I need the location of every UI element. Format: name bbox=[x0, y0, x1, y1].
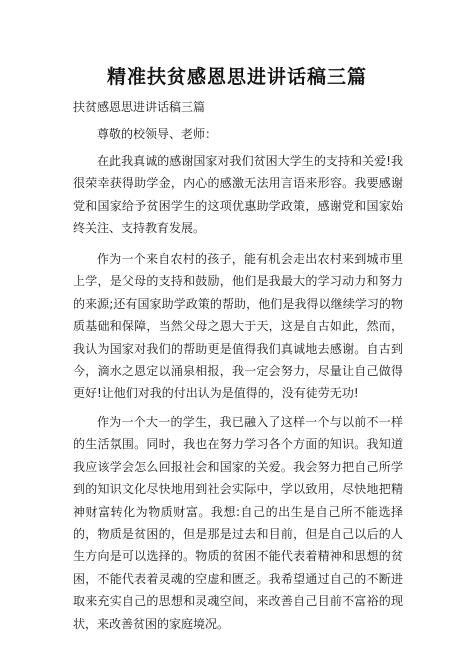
document-subtitle: 扶贫感恩思进讲话稿三篇 bbox=[73, 100, 206, 114]
document-title: 精准扶贫感恩思进讲话稿三篇 bbox=[106, 66, 367, 88]
paragraph-2: 作为一个来自农村的孩子，能有机会走出农村来到城市里上学，是父母的支持和鼓励，他们是我最大的学习动力和努力的来源;还有国家助学政策的帮助，他们是我得以继续学习的物质基础和保障，当然父母之恩大于天，这是自古如此，然而，我认为国家对我们的帮助更是值得我们真诚地去感谢。自古到今，滴水之恩定以涌泉相报，我一定会努力，尽量让自己做得更好!让他们对我的付出认为是值得的，没有徒劳无功! bbox=[73, 252, 403, 401]
paragraph-1: 在此我真诚的感谢国家对我们贫困大学生的支持和关爱!我很荣幸获得助学金，内心的感激无法用言语来形容。我要感谢党和国家给予贫困学生的这项优惠助学政策，感谢党和国家始终关注、支持教育发展。 bbox=[73, 154, 403, 236]
paragraph-3: 作为一个大一的学生，我已融入了这样一个与以前不一样的生活氛围。同时，我也在努力学习各个方面的知识。我知道我应该学会怎么回报社会和国家的关爱。我会努力把自己所学到的知识文化尽快地用到社会实际中，学以致用，尽快地把精神财富转化为物质财富。我想:自己的出生是自己所不能选择的，物质是贫困的，但是那是过去和目前，但是自己以后的人生方向是可以选择的。物质的贫困不能代表着精神和思想的贫困，不能代表着灵魂的空虚和匮乏。我希望通过自己的不断进取来充实自己的思想和灵魂空间，来改善自己目前不富裕的现状，来改善贫困的家庭境况。 bbox=[73, 415, 403, 631]
greeting-line: 尊敬的校领导、老师： bbox=[97, 127, 218, 141]
